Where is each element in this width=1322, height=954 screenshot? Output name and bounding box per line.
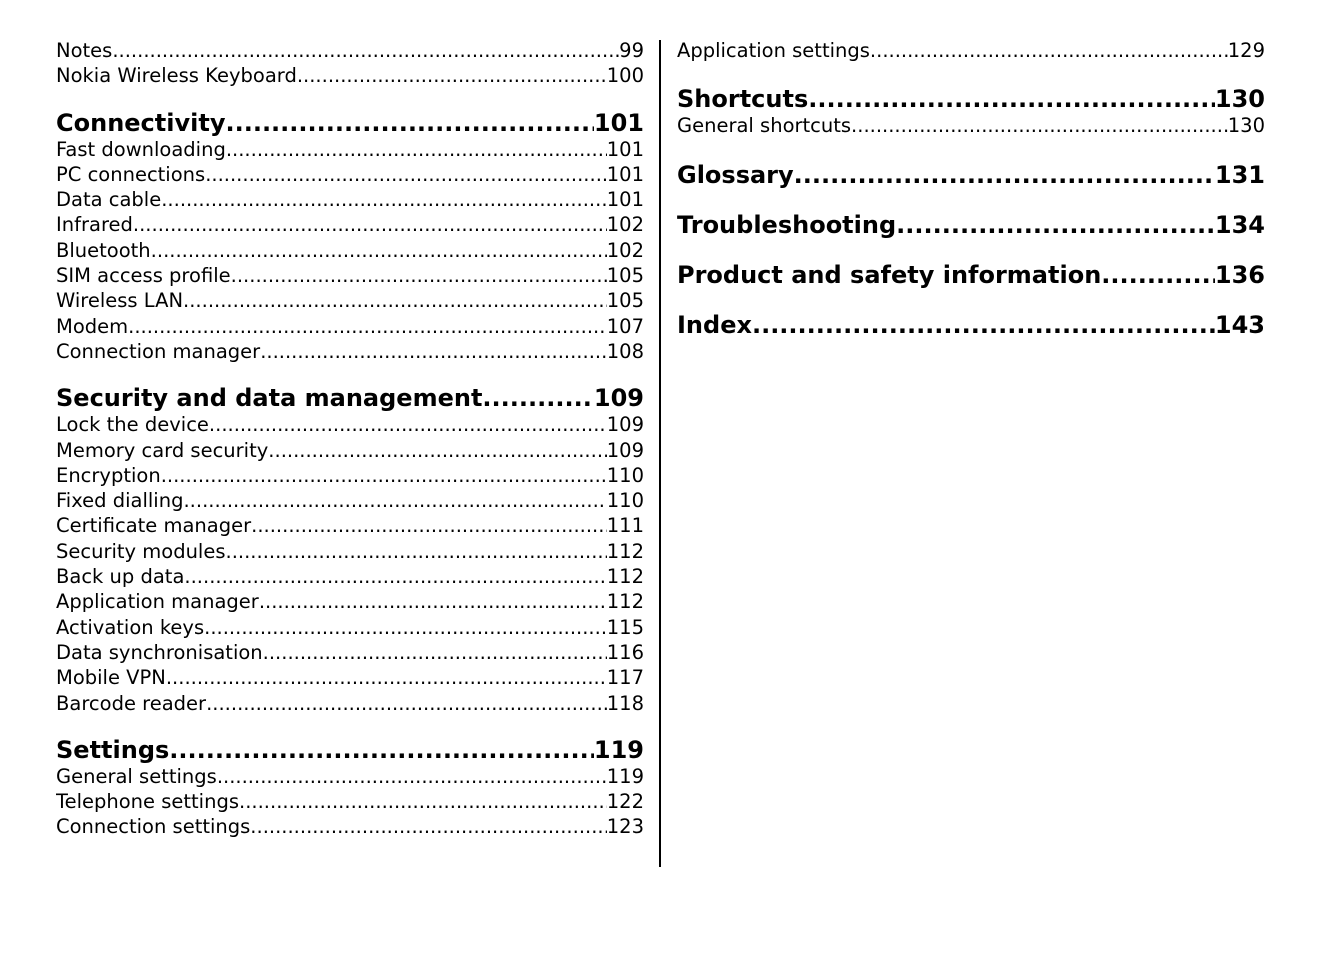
toc-title: Encryption [56, 463, 161, 487]
toc-entry-general-shortcuts[interactable] [677, 113, 1265, 138]
toc-dot-leader [161, 187, 607, 212]
toc-dot-leader [112, 38, 619, 63]
toc-title: Connection settings [56, 815, 251, 839]
toc-page-number: 109 [593, 384, 644, 413]
toc-dot-leader [251, 513, 607, 538]
toc-title: Memory card security [56, 438, 269, 462]
toc-dot-leader [183, 488, 606, 513]
toc-dot-leader [259, 589, 607, 614]
toc-entry-mobile-vpn[interactable] [56, 665, 644, 690]
toc-title: PC connections [56, 162, 206, 186]
toc-title: SIM access profile [56, 264, 231, 288]
toc-title: Application settings [677, 39, 870, 62]
toc-entry-wireless-lan[interactable] [56, 288, 644, 313]
toc-dot-leader [239, 789, 607, 814]
toc-entry-barcode-reader[interactable] [56, 691, 644, 716]
toc-dot-leader [169, 736, 594, 764]
toc-title: Mobile VPN [56, 666, 166, 690]
toc-page-number: 122 [606, 790, 644, 814]
toc-dot-leader [808, 85, 1215, 113]
toc-title: Index [677, 310, 752, 339]
column-divider [659, 40, 661, 867]
toc-title: General shortcuts [677, 114, 852, 138]
toc-page-number: 108 [606, 339, 644, 363]
toc-heading-connectivity[interactable] [56, 109, 644, 137]
toc-dot-leader [226, 137, 607, 162]
toc-page-number: 107 [606, 314, 644, 338]
toc-page-number: 119 [606, 764, 644, 788]
toc-title: Lock the device [56, 413, 209, 437]
toc-title: Activation keys [56, 615, 205, 639]
toc-title: Certificate manager [56, 514, 252, 538]
toc-page-number: 143 [1214, 310, 1265, 339]
toc-entry-notes[interactable] [56, 38, 644, 63]
toc-entry-fixed-dialling[interactable] [56, 488, 644, 513]
toc-heading-troubleshooting[interactable] [677, 211, 1265, 239]
toc-title: Barcode reader [56, 691, 207, 715]
toc-dot-leader [268, 438, 606, 463]
toc-page-number: 101 [606, 137, 644, 161]
toc-page-number: 130 [1227, 114, 1265, 138]
toc-left-column [56, 38, 644, 840]
toc-title: General settings [56, 764, 217, 788]
toc-entry-data-cable[interactable] [56, 187, 644, 212]
toc-dot-leader [226, 539, 607, 564]
toc-title: Security modules [56, 539, 226, 563]
toc-page-number: 109 [606, 438, 644, 462]
toc-dot-leader [217, 764, 607, 789]
toc-title: Connection manager [56, 339, 261, 363]
toc-page-number: 130 [1214, 85, 1265, 114]
toc-entry-telephone-settings[interactable] [56, 789, 644, 814]
toc-dot-leader [260, 339, 607, 364]
toc-title: Data cable [56, 188, 162, 212]
toc-entry-connection-manager[interactable] [56, 339, 644, 364]
toc-title: Data synchronisation [56, 640, 263, 664]
toc-title: Fixed dialling [56, 489, 184, 513]
toc-page-number: 131 [1214, 160, 1265, 189]
toc-entry-encryption[interactable] [56, 463, 644, 488]
toc-dot-leader [209, 412, 607, 437]
toc-entry-security-modules[interactable] [56, 539, 644, 564]
toc-page-number: 115 [606, 615, 644, 639]
toc-title: Shortcuts [677, 85, 809, 114]
toc-page-number: 112 [606, 565, 644, 589]
toc-entry-pc-connections[interactable] [56, 162, 644, 187]
toc-dot-leader [482, 384, 593, 412]
toc-title: Notes [56, 39, 113, 62]
toc-dot-leader [204, 615, 607, 640]
toc-entry-application-manager[interactable] [56, 589, 644, 614]
toc-page-number: 102 [606, 213, 644, 237]
toc-page-number: 116 [606, 640, 644, 664]
toc-title: Modem [56, 314, 129, 338]
toc-entry-certificate-manager[interactable] [56, 513, 644, 538]
toc-entry-application-settings[interactable] [677, 38, 1265, 63]
toc-title: Back up data [56, 565, 185, 589]
toc-dot-leader [128, 314, 607, 339]
toc-title: Product and safety information [677, 260, 1102, 289]
toc-title: Troubleshooting [677, 210, 897, 239]
toc-dot-leader [166, 665, 607, 690]
toc-dot-leader [183, 288, 607, 313]
toc-title: Bluetooth [56, 238, 151, 262]
toc-title: Infrared [56, 213, 133, 237]
toc-dot-leader [250, 814, 606, 839]
toc-title: Settings [56, 735, 170, 764]
toc-entry-sim-access-profile[interactable] [56, 263, 644, 288]
toc-entry-general-settings[interactable] [56, 764, 644, 789]
toc-dot-leader [206, 691, 607, 716]
toc-dot-leader [225, 109, 593, 137]
toc-heading-product-and-safety-information[interactable] [677, 261, 1265, 289]
toc-title: Wireless LAN [56, 289, 184, 313]
toc-title: Application manager [56, 590, 259, 614]
toc-heading-security-and-data-management[interactable] [56, 384, 644, 412]
toc-page-number: 134 [1214, 210, 1265, 239]
toc-entry-memory-card-security[interactable] [56, 438, 644, 463]
toc-page-number: 123 [606, 815, 644, 839]
toc-heading-index[interactable] [677, 311, 1265, 339]
toc-title: Fast downloading [56, 137, 226, 161]
toc-page-number: 101 [593, 108, 644, 137]
toc-entry-activation-keys[interactable] [56, 615, 644, 640]
toc-entry-modem[interactable] [56, 314, 644, 339]
toc-dot-leader [161, 463, 607, 488]
toc-entry-lock-the-device[interactable] [56, 412, 644, 437]
toc-page-number: 118 [606, 691, 644, 715]
toc-entry-back-up-data[interactable] [56, 564, 644, 589]
toc-title: Connectivity [56, 108, 226, 137]
toc-dot-leader [752, 311, 1215, 339]
toc-page-number: 101 [606, 188, 644, 212]
toc-page-number: 100 [606, 64, 644, 88]
toc-page-number: 117 [606, 666, 644, 690]
toc-page-number: 111 [606, 514, 644, 538]
toc-page-number: 112 [606, 539, 644, 563]
toc-page-number: 102 [606, 238, 644, 262]
toc-page-number: 105 [606, 289, 644, 313]
toc-page-number: 101 [606, 162, 644, 186]
toc-entry-fast-downloading[interactable] [56, 137, 644, 162]
toc-page-number: 119 [593, 735, 644, 764]
toc-entry-data-synchronisation[interactable] [56, 640, 644, 665]
toc-heading-glossary[interactable] [677, 161, 1265, 189]
toc-page-number: 105 [606, 264, 644, 288]
toc-dot-leader [263, 640, 607, 665]
toc-dot-leader [231, 263, 607, 288]
toc-title: Glossary [677, 160, 794, 189]
toc-dot-leader [184, 564, 606, 589]
toc-page-number: 99 [619, 39, 644, 62]
toc-page-number: 110 [606, 463, 644, 487]
toc-dot-leader [1101, 261, 1215, 289]
toc-entry-connection-settings[interactable] [56, 814, 644, 839]
toc-heading-settings[interactable] [56, 736, 644, 764]
toc-dot-leader [870, 38, 1228, 63]
toc-dot-leader [896, 211, 1215, 239]
toc-dot-leader [151, 238, 607, 263]
toc-entry-nokia-wireless-keyboard[interactable] [56, 63, 644, 88]
toc-dot-leader [205, 162, 607, 187]
toc-page-number: 110 [606, 489, 644, 513]
toc-entry-bluetooth[interactable] [56, 238, 644, 263]
toc-title: Nokia Wireless Keyboard [56, 64, 297, 88]
toc-dot-leader [794, 161, 1215, 189]
toc-title: Security and data management [56, 384, 483, 413]
toc-dot-leader [297, 63, 607, 88]
toc-heading-shortcuts[interactable] [677, 85, 1265, 113]
toc-right-column [677, 38, 1265, 339]
toc-title: Telephone settings [56, 790, 239, 814]
toc-entry-infrared[interactable] [56, 212, 644, 237]
toc-page-number: 129 [1227, 39, 1265, 62]
toc-page-number: 136 [1214, 260, 1265, 289]
toc-dot-leader [851, 113, 1228, 138]
toc-page-number: 109 [606, 413, 644, 437]
toc-dot-leader [133, 212, 607, 237]
toc-page-number: 112 [606, 590, 644, 614]
